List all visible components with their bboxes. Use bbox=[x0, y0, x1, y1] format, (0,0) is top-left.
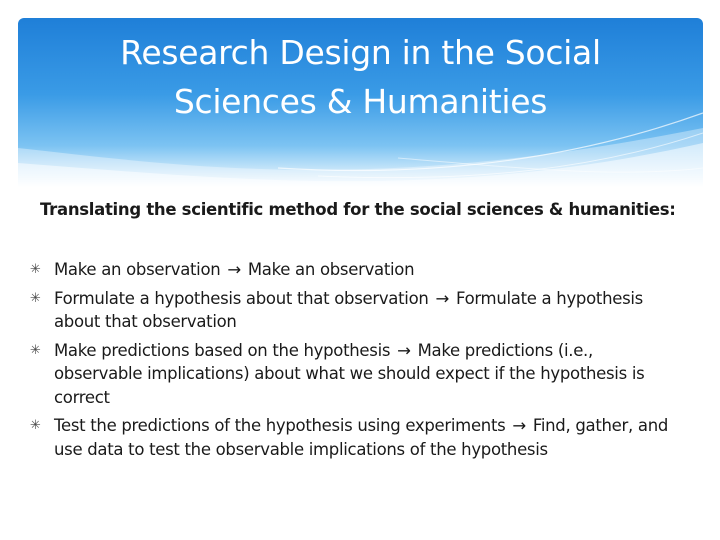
list-item bbox=[30, 287, 680, 334]
slide-subtitle: Translating the scientific method for the social sciences & humanities: bbox=[40, 200, 676, 219]
asterisk-bullet-icon: ✳ bbox=[30, 262, 41, 277]
right-arrow-icon: → bbox=[435, 288, 450, 308]
asterisk-bullet-icon: ✳ bbox=[30, 342, 41, 358]
bullet-right-text: Formulate a hypothesis about that observation bbox=[54, 288, 643, 331]
asterisk-bullet-icon: ✳ bbox=[30, 418, 41, 433]
title-line-1: Research Design in the Social bbox=[120, 33, 601, 72]
slide-title bbox=[18, 28, 703, 126]
list-item bbox=[30, 258, 680, 282]
bullet-left-text: Test the predictions of the hypothesis using experiments bbox=[54, 416, 506, 435]
bullet-left-text: Make an observation bbox=[54, 260, 221, 279]
bullet-list bbox=[30, 258, 680, 466]
right-arrow-icon: → bbox=[512, 416, 526, 435]
right-arrow-icon: → bbox=[227, 260, 241, 279]
list-item bbox=[30, 414, 680, 461]
bullet-right-text: Make predictions (i.e., observable implications) about what we should expect if the hypothesis is correct bbox=[54, 340, 645, 407]
bullet-right-text: Make an observation bbox=[247, 260, 415, 279]
asterisk-bullet-icon: ✳ bbox=[30, 290, 41, 306]
bullet-left-text: Formulate a hypothesis about that observation bbox=[54, 288, 429, 308]
list-item bbox=[30, 339, 680, 410]
right-arrow-icon: → bbox=[397, 340, 411, 360]
bullet-left-text: Make predictions based on the hypothesis bbox=[54, 340, 391, 360]
bullet-right-text: Find, gather, and use data to test the observable implications of the hypothesis bbox=[54, 416, 669, 459]
title-line-2: Sciences & Humanities bbox=[173, 82, 548, 121]
